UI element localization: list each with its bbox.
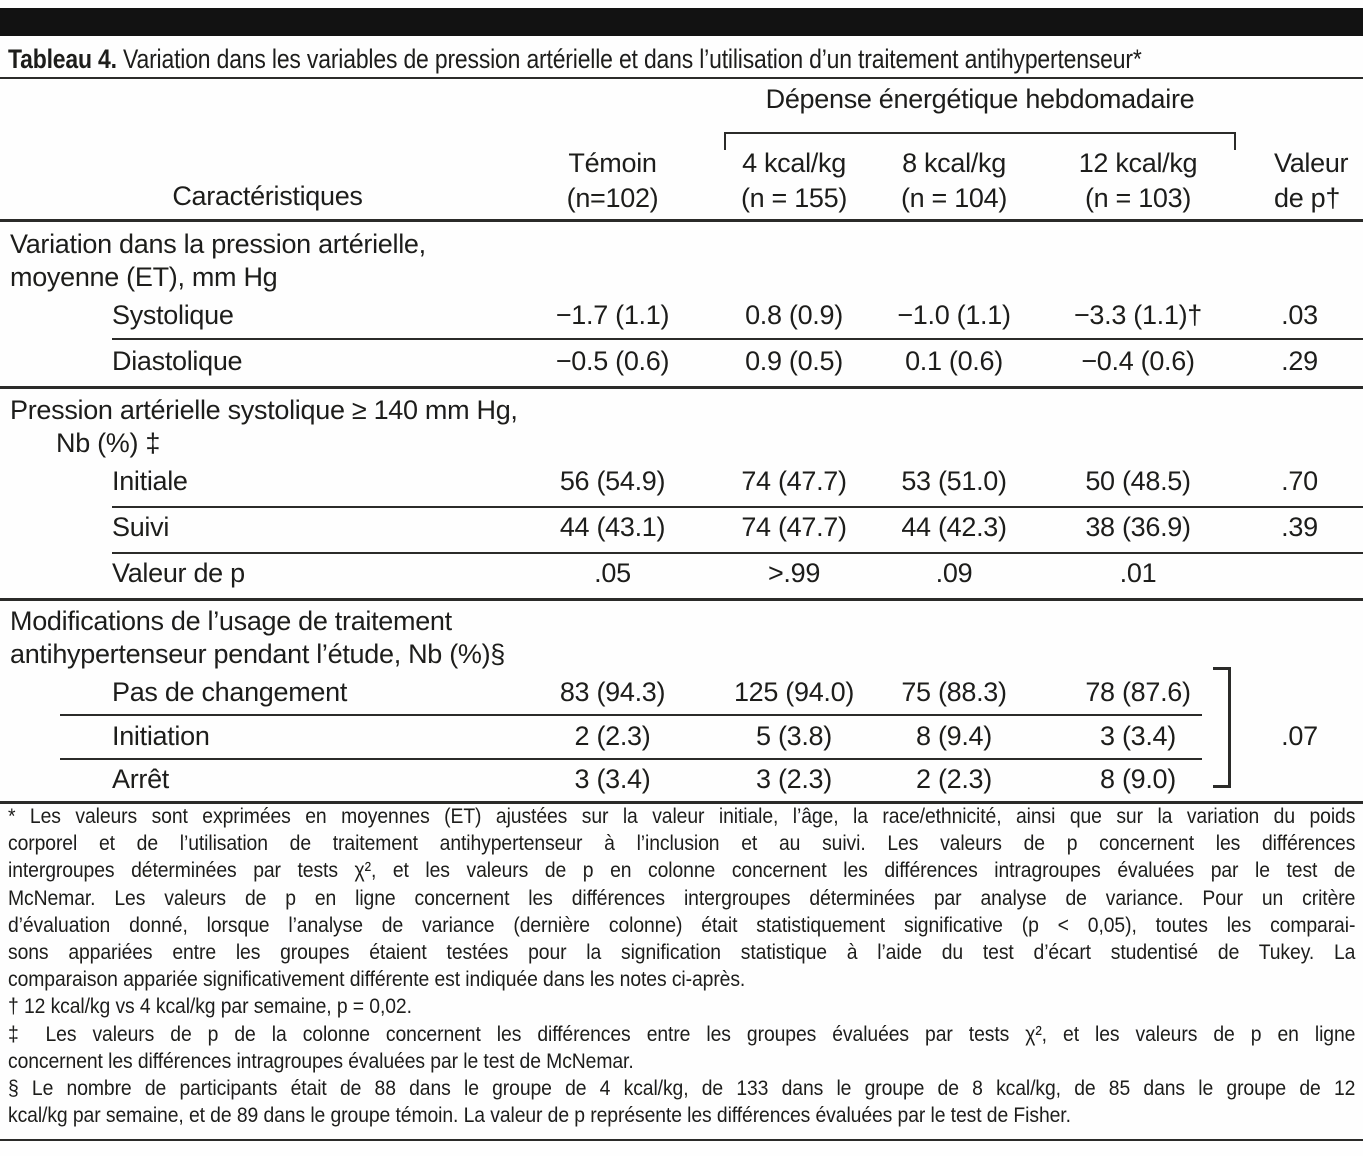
column-header-line: (n = 103) — [1084, 183, 1192, 213]
cell-4kcal: 3 (2.3) — [756, 764, 832, 794]
cell-8kcal: 8 (9.4) — [916, 721, 992, 751]
rule-page-bottom — [0, 1139, 1363, 1141]
rule-section-2-bottom — [0, 598, 1363, 601]
footnotes — [8, 803, 1355, 1129]
cell-4kcal: 74 (47.7) — [741, 466, 847, 496]
table-row-pas-de-changement — [0, 675, 1363, 713]
table-row-initiation — [0, 719, 1363, 757]
cell-4kcal: 5 (3.8) — [756, 721, 832, 751]
footnote-line: ‡ Les valeurs de p de la colonne concernent les différences entre les groupes évaluées par tests χ², et les valeurs de p en ligne — [8, 1021, 1356, 1046]
cell-4kcal: 0.9 (0.5) — [745, 346, 843, 376]
column-header-caracteristiques: Caractéristiques — [172, 181, 363, 211]
cell-12kcal: 78 (87.6) — [1085, 677, 1191, 707]
column-header-line: Valeur — [1274, 148, 1349, 178]
cell-12kcal: 38 (36.9) — [1085, 512, 1191, 542]
cell-temoin: .05 — [594, 558, 631, 588]
cell-pvalue — [1236, 675, 1363, 713]
table-title-label: Tableau 4. — [8, 44, 117, 74]
row-label: Valeur de p — [112, 558, 245, 588]
column-header-line: de p† — [1274, 183, 1341, 213]
row-label: Initiation — [112, 721, 210, 751]
rule-header-bottom — [0, 219, 1363, 222]
rule-under-suivi — [112, 552, 1363, 554]
cell-temoin: 56 (54.9) — [559, 466, 666, 496]
cell-temoin: 44 (43.1) — [559, 512, 666, 542]
row-label: Pas de changement — [112, 677, 348, 707]
section-header-modifications — [10, 605, 770, 671]
footnote-line: corporel et de l’utilisation de traitement antihypertenseur à l’inclusion et au suivi. Les valeurs de p concernent les différences — [8, 831, 1356, 856]
column-header-4kcal — [720, 146, 868, 218]
rule-under-initiale — [112, 506, 1363, 508]
cell-4kcal: >.99 — [767, 558, 821, 588]
cell-8kcal: 53 (51.0) — [901, 466, 1007, 496]
footnote-line: intergroupes déterminées par tests χ², et les valeurs de p en colonne concernent les différences intragroupes évaluées par le test de — [8, 858, 1356, 883]
cell-12kcal: −3.3 (1.1)† — [1073, 300, 1203, 330]
rule-under-initiation — [60, 758, 1202, 760]
column-header-12kcal — [1040, 146, 1236, 218]
rule-under-title — [0, 77, 1363, 79]
footnote-line: sons appariées entre les groupes étaient testées pour la signification statistique à l’aide du test d’écart studentisé de Tukey. La — [8, 940, 1356, 965]
column-header-line: 12 kcal/kg — [1078, 148, 1198, 178]
section-header-pas-140 — [10, 394, 770, 460]
rule-section-1-bottom — [0, 386, 1363, 389]
table-row-initiale — [0, 464, 1363, 502]
footnote-line: § Le nombre de participants était de 88 dans le groupe de 4 kcal/kg, de 133 dans le groupe de 8 kcal/kg, de 85 dans le groupe de 12 — [8, 1076, 1356, 1101]
column-header-pvalue — [1236, 146, 1363, 218]
section-header-pression-arterielle — [10, 228, 770, 294]
cell-8kcal: −1.0 (1.1) — [897, 300, 1011, 330]
cell-group-pvalue: .07 — [1281, 721, 1318, 751]
cell-temoin: −0.5 (0.6) — [555, 346, 670, 376]
table-title-text: Variation dans les variables de pression artérielle et dans l’utilisation d’un traitement antihypertenseur* — [123, 44, 1142, 74]
cell-8kcal: 44 (42.3) — [901, 512, 1007, 542]
cell-temoin: 2 (2.3) — [574, 721, 651, 751]
section-header-line: Pression artérielle systolique ≥ 140 mm Hg, — [10, 395, 518, 425]
cell-pvalue: .29 — [1281, 346, 1318, 376]
cell-pvalue: .70 — [1281, 466, 1318, 496]
footnote-line: concernent les différences intragroupes évaluées par le test de McNemar. — [8, 1048, 634, 1073]
column-header-8kcal — [868, 146, 1040, 218]
group-bracket — [1213, 667, 1231, 788]
table-row-valeur-de-p — [0, 556, 1363, 594]
cell-pvalue — [1236, 762, 1363, 800]
cell-4kcal: 0.8 (0.9) — [745, 300, 843, 330]
footnote-line: * Les valeurs sont exprimées en moyennes (ET) ajustées sur la valeur initiale, l’âge, la race/ethnicité, ainsi que sur la variation du poids — [8, 804, 1356, 828]
footnote-line: McNemar. Les valeurs de p en ligne concernent les différences intergroupes déterminées par analyse de variance. Pour un critère — [8, 885, 1356, 910]
footnote-line: comparaison appariée significativement différente est indiquée dans les notes ci-après. — [8, 967, 746, 992]
footnote-line: † 12 kcal/kg vs 4 kcal/kg par semaine, p = 0,02. — [8, 994, 412, 1019]
row-label: Initiale — [112, 466, 188, 496]
section-header-line: moyenne (ET), mm Hg — [10, 262, 278, 292]
section-header-line: antihypertenseur pendant l’étude, Nb (%)§ — [10, 639, 506, 669]
cell-8kcal: 0.1 (0.6) — [905, 346, 1003, 376]
cell-4kcal: 74 (47.7) — [741, 512, 847, 542]
cell-pvalue — [1236, 556, 1363, 594]
cell-pvalue: .03 — [1281, 300, 1318, 330]
section-header-line: Modifications de l’usage de traitement — [10, 606, 452, 636]
cell-8kcal: 2 (2.3) — [916, 764, 992, 794]
cell-8kcal: .09 — [935, 558, 973, 588]
cell-8kcal: 75 (88.3) — [901, 677, 1007, 707]
cell-12kcal: −0.4 (0.6) — [1081, 346, 1195, 376]
footnote-line: d’évaluation donné, lorsque l’analyse de variance (dernière colonne) était statistiquement significative (p < 0,05), toutes les comparai- — [8, 912, 1356, 937]
column-header-line: Témoin — [568, 148, 657, 178]
row-label: Suivi — [112, 512, 170, 542]
cell-temoin: −1.7 (1.1) — [555, 300, 670, 330]
section-header-line: Nb (%) ‡ — [56, 428, 161, 458]
column-header-line: (n = 104) — [900, 183, 1008, 213]
column-header-line: (n = 155) — [740, 183, 848, 213]
cell-12kcal: 50 (48.5) — [1085, 466, 1191, 496]
column-header-temoin — [505, 146, 720, 218]
section-header-line: Variation dans la pression artérielle, — [10, 229, 426, 259]
row-label: Systolique — [112, 300, 234, 330]
cell-pvalue: .39 — [1281, 512, 1318, 542]
footnote-line: kcal/kg par semaine, et de 89 dans le groupe témoin. La valeur de p représente les différences évaluées par le test de Fisher. — [8, 1103, 1071, 1128]
table-row-diastolique — [0, 344, 1363, 382]
table-top-bar — [0, 8, 1363, 36]
table-row-systolique — [0, 298, 1363, 336]
cell-4kcal: 125 (94.0) — [733, 677, 855, 707]
table-row-suivi — [0, 510, 1363, 548]
column-header-line: 4 kcal/kg — [742, 148, 846, 178]
cell-12kcal: .01 — [1119, 558, 1157, 588]
row-label: Diastolique — [112, 346, 243, 376]
column-header-line: (n=102) — [566, 183, 659, 213]
row-label: Arrêt — [112, 764, 170, 794]
cell-12kcal: 8 (9.0) — [1100, 764, 1176, 794]
cell-temoin: 83 (94.3) — [559, 677, 666, 707]
column-header-line: 8 kcal/kg — [902, 148, 1006, 178]
table-title — [8, 42, 1142, 76]
spanner-label: Dépense énergétique hebdomadaire — [765, 84, 1195, 114]
cell-12kcal: 3 (3.4) — [1100, 721, 1176, 751]
cell-temoin: 3 (3.4) — [574, 764, 651, 794]
rule-under-systolique — [112, 338, 1363, 340]
table-row-arret — [0, 762, 1363, 800]
rule-under-pas-de-changement — [60, 714, 1202, 716]
